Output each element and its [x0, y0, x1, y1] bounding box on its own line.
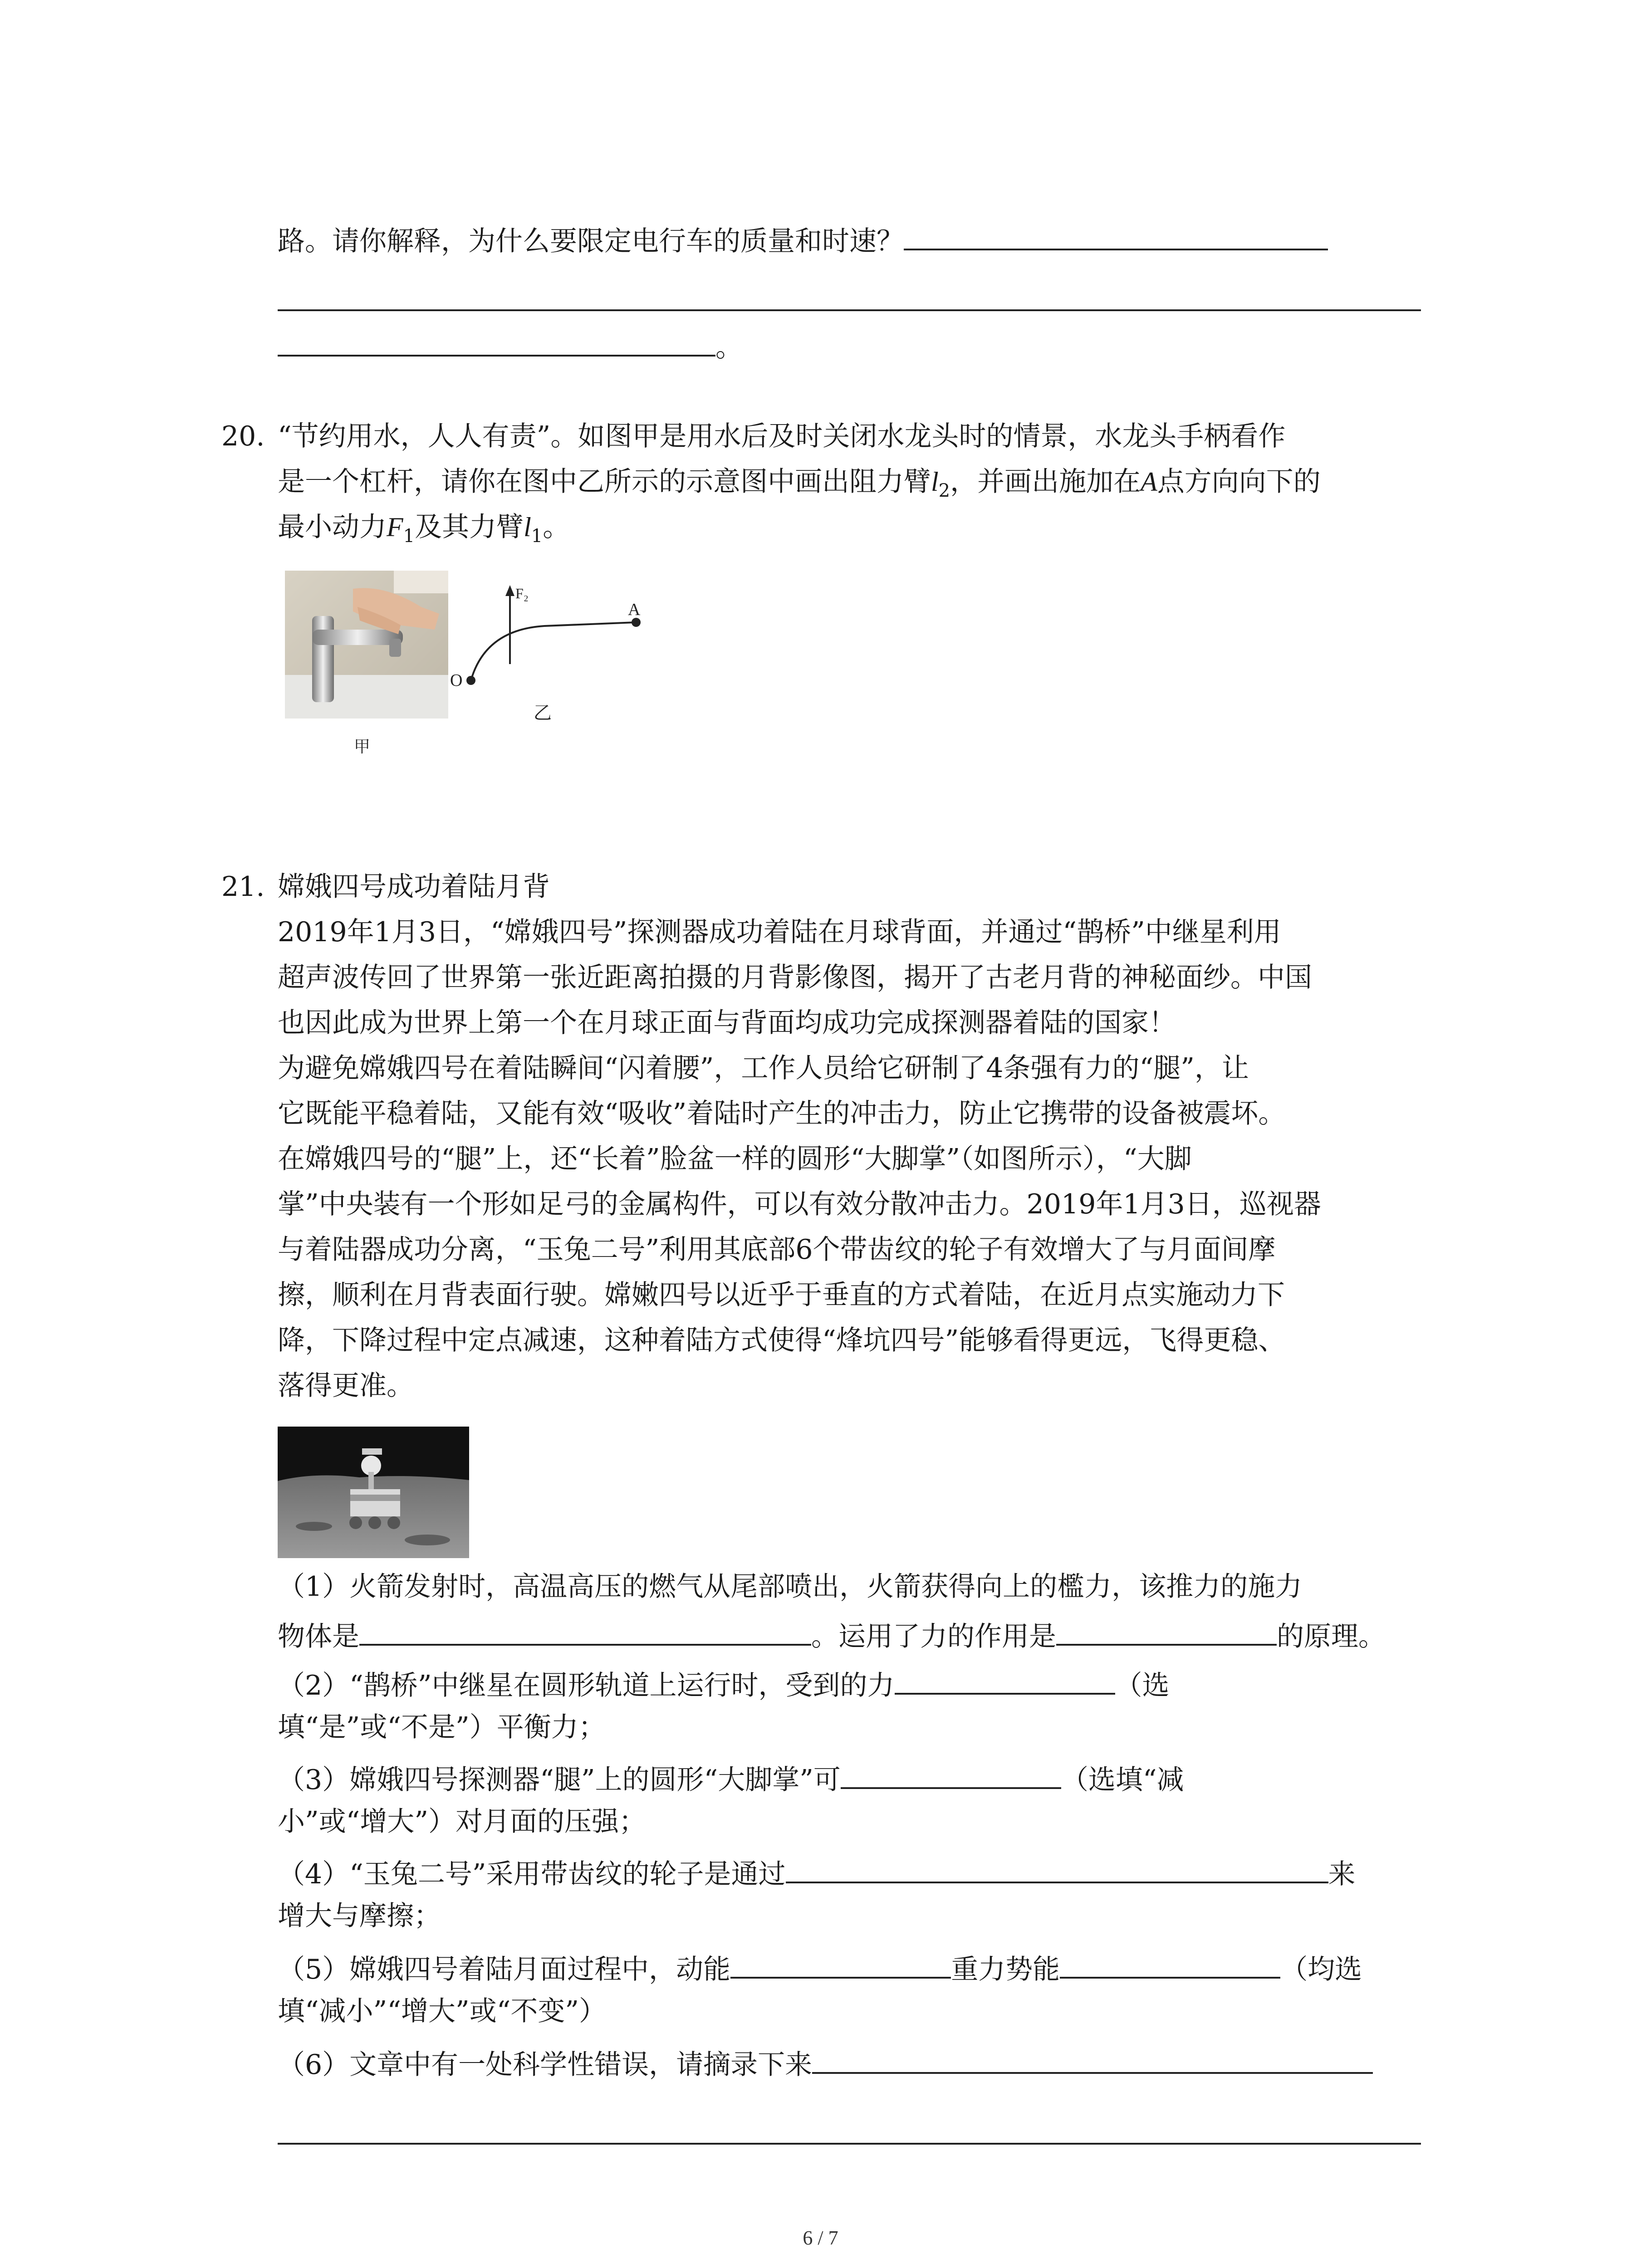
q20-text: 是一个杠杆，请你在图中乙所示的示意图中画出阻力臂 — [278, 466, 931, 498]
q20-text: 。 — [543, 511, 570, 543]
figure-label-yi: 乙 — [534, 703, 552, 723]
q21-paragraph-line: 落得更准。 — [278, 1370, 414, 1402]
q21-text: （均选 — [1280, 1954, 1362, 1985]
sub-question-2-line-2: 填“是”或“不是”）平衡力； — [278, 1711, 606, 1743]
q21-number: 21. — [221, 871, 265, 903]
sub-question-1-line-1: （1）火箭发射时，高温高压的燃气从尾部喷出，火箭获得向上的檻力，该推力的施力 — [278, 1571, 1303, 1603]
sub-question-5-line-2: 填“减小”“增大”或“不变”） — [278, 1995, 607, 2027]
answer-blank-error-excerpt-1[interactable] — [812, 2043, 1373, 2074]
q21-text: 物体是 — [278, 1621, 359, 1652]
q21-text: （选填“减 — [1061, 1764, 1184, 1796]
sub-question-4-line-1 — [278, 1853, 1356, 1892]
q20-text: 及其力臂 — [415, 511, 524, 543]
q19-end: 。 — [715, 332, 743, 363]
lunar-rover-photo — [278, 1427, 469, 1558]
q21-paragraph-line: 与着陆器成功分离，“玉兔二号”利用其底部6个带齿纹的轮子有效增大了与月面间摩 — [278, 1234, 1276, 1266]
q21-text: 。运用了力的作用是 — [811, 1621, 1056, 1652]
q20-line-1: “节约用水，人人有责”。如图甲是用水后及时关闭水龙头时的情景，水龙头手柄看作 — [278, 420, 1286, 452]
q20-line-3 — [278, 509, 570, 554]
q21-text: （3）嫦娥四号探测器“腿”上的圆形“大脚掌”可 — [278, 1764, 841, 1796]
answer-blank-pressure[interactable] — [841, 1758, 1061, 1789]
sub-question-3-line-2: 小”或“增大”）对月面的压强； — [278, 1806, 647, 1838]
q21-text: （选 — [1115, 1670, 1170, 1701]
q21-paragraph-line: 降，下降过程中定点减速，这种着陆方式使得“烽坑四号”能够看得更远，飞得更稳、 — [278, 1325, 1286, 1356]
q21-text: 的原理。 — [1277, 1621, 1386, 1652]
q21-text: （6）文章中有一处科学性错误，请摘录下来 — [278, 2049, 813, 2081]
f2-label: F₂ — [515, 585, 529, 601]
subscript-1: 1 — [403, 526, 415, 547]
q19-line-3 — [278, 326, 743, 366]
symbol-F: F — [387, 512, 403, 542]
q21-text: （4）“玉兔二号”采用带齿纹的轮子是通过 — [278, 1858, 786, 1890]
q21-text: （2）“鹊桥”中继星在圆形轨道上运行时，受到的力 — [278, 1670, 895, 1701]
q19-line — [278, 220, 1328, 259]
sub-question-2-line-1 — [278, 1664, 1170, 1704]
q21-paragraph-line: 在嫦娥四号的“腿”上，还“长着”脸盆一样的圆形“大脚掌”（如图所示），“大脚 — [278, 1143, 1192, 1175]
answer-blank-balance[interactable] — [895, 1664, 1115, 1695]
answer-blank-friction[interactable] — [786, 1853, 1328, 1883]
q21-paragraph-line: 它既能平稳着陆，又能有效“吸收”着陆时产生的冲击力，防止它携带的设备被震坏。 — [278, 1098, 1286, 1129]
q21-paragraph-line: 为避免嫦娥四号在着陆瞬间“闪着腰”，工作人员给它研制了4条强有力的“腿”，让 — [278, 1052, 1249, 1084]
q21-text: 来 — [1328, 1858, 1356, 1890]
point-a-label: A — [628, 600, 641, 619]
lever-diagram — [454, 575, 671, 729]
q21-text: （5）嫦娥四号着陆月面过程中，动能 — [278, 1954, 731, 1985]
q19-answer-blank-2[interactable] — [278, 309, 1421, 311]
q20-number: 20. — [221, 420, 265, 452]
answer-blank-potential-energy[interactable] — [1060, 1948, 1280, 1979]
sub-question-1-line-2 — [278, 1615, 1386, 1655]
symbol-l: l — [524, 512, 531, 542]
q20-line-2 — [278, 464, 1321, 509]
q19-text: 路。请你解释，为什么要限定电行车的质量和时速？ — [278, 225, 904, 257]
answer-blank-error-excerpt-2[interactable] — [278, 2143, 1421, 2145]
q21-text: 重力势能 — [951, 1954, 1060, 1985]
answer-blank-force-object[interactable] — [359, 1615, 811, 1646]
q20-text: 最小动力 — [278, 511, 387, 543]
subscript-1: 1 — [531, 526, 543, 547]
sub-question-5-line-1 — [278, 1948, 1362, 1988]
q21-paragraph-line: 超声波传回了世界第一张近距离拍摄的月背影像图，揭开了古老月背的神秘面纱。中国 — [278, 962, 1312, 993]
answer-blank-kinetic-energy[interactable] — [730, 1948, 951, 1979]
answer-blank-force-principle[interactable] — [1056, 1615, 1277, 1646]
symbol-l: l — [931, 467, 939, 497]
sub-question-4-line-2: 增大与摩擦； — [278, 1900, 441, 1932]
q21-title: 嫦娥四号成功着陆月背 — [278, 871, 550, 903]
sub-question-6-line-1 — [278, 2043, 1373, 2083]
symbol-A: A — [1141, 467, 1157, 497]
q19-answer-blank-3[interactable] — [278, 326, 715, 357]
q20-text: ，并画出施加在 — [950, 466, 1141, 498]
q21-paragraph-line: 掌”中央装有一个形如足弓的金属构件，可以有效分散冲击力。2019年1月3日，巡视器 — [278, 1188, 1321, 1220]
q21-paragraph-line: 2019年1月3日，“嫦娥四号”探测器成功着陆在月球背面，并通过“鹊桥”中继星利用 — [278, 916, 1281, 948]
point-o-label: O — [450, 671, 463, 690]
faucet-photo — [285, 571, 448, 735]
subscript-2: 2 — [938, 480, 950, 501]
q21-paragraph-line: 也因此成为世界上第一个在月球正面与背面均成功完成探测器着陆的国家！ — [278, 1007, 1176, 1039]
figure-label-jia: 甲 — [354, 738, 371, 756]
q19-answer-blank-1[interactable] — [904, 220, 1328, 250]
q20-text: 点方向向下的 — [1157, 466, 1321, 498]
page-number: 6 / 7 — [803, 2227, 838, 2249]
sub-question-3-line-1 — [278, 1758, 1184, 1798]
q21-paragraph-line: 擦，顺利在月背表面行驶。嫦嫩四号以近乎于垂直的方式着陆，在近月点实施动力下 — [278, 1279, 1285, 1311]
